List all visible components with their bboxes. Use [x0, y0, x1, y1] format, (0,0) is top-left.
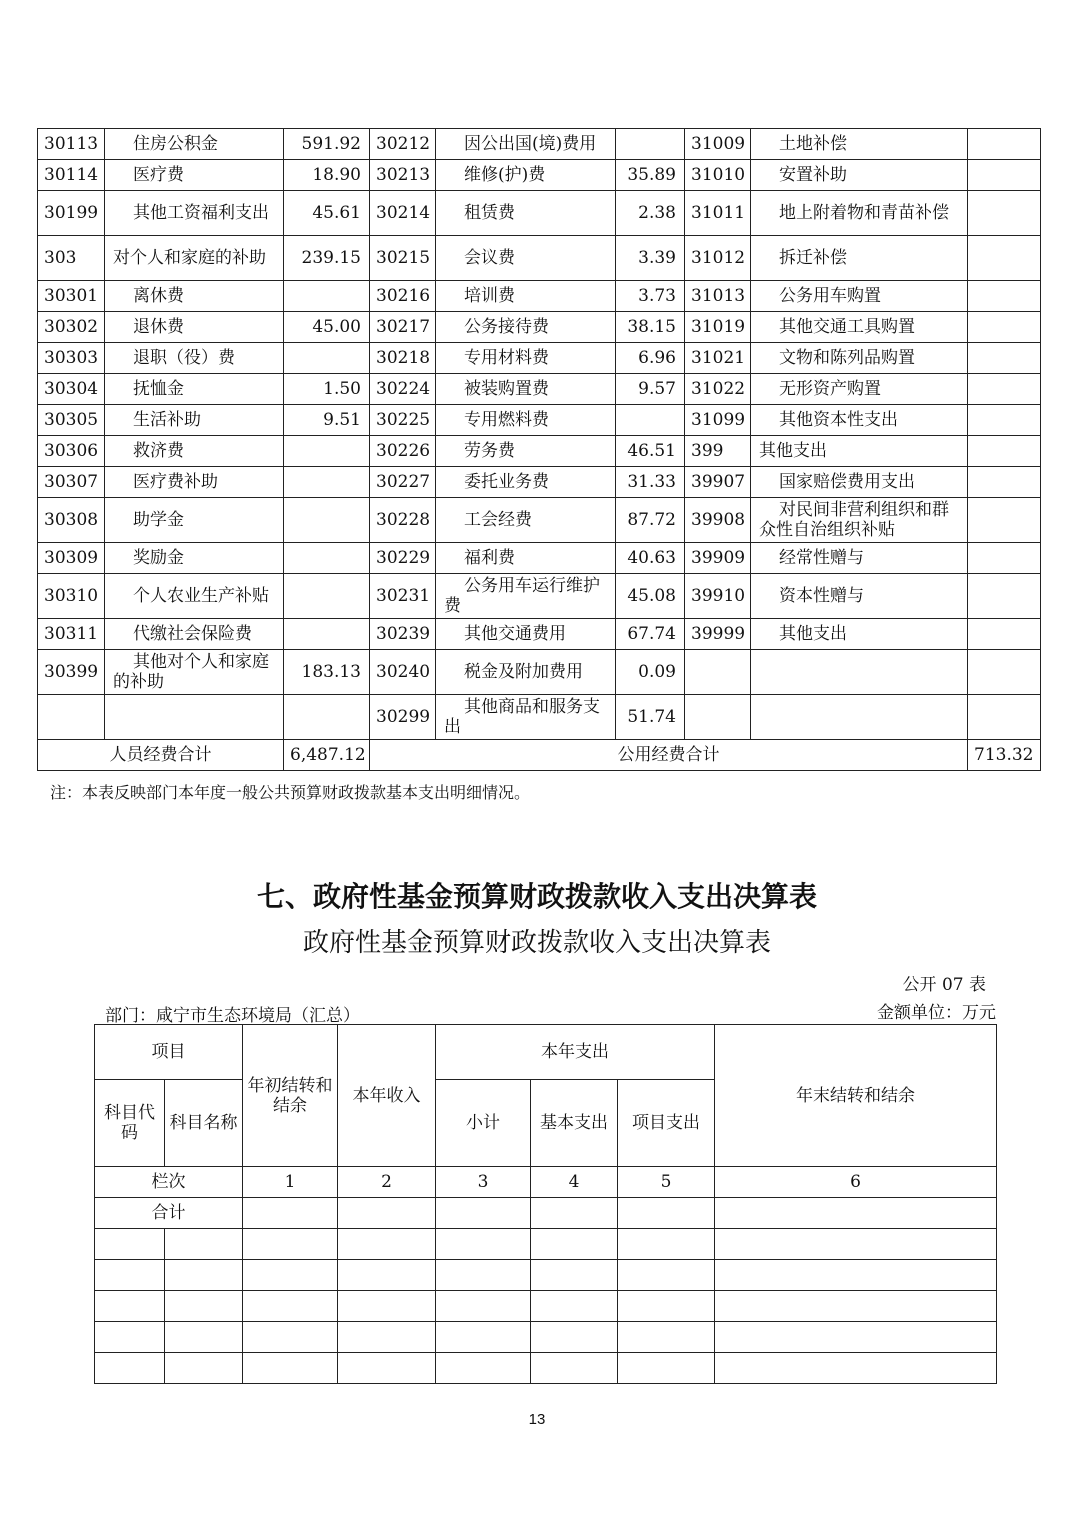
code-cell: 39910 — [685, 574, 751, 619]
name-cell: 奖励金 — [105, 543, 284, 574]
code-cell: 30307 — [38, 467, 105, 498]
name-cell: 拆迁补偿 — [751, 236, 968, 281]
code-cell: 30302 — [38, 312, 105, 343]
column-index: 5 — [618, 1167, 715, 1198]
personnel-total-value: 6,487.12 — [284, 740, 370, 771]
table-cell — [531, 1291, 618, 1322]
code-cell: 30231 — [370, 574, 436, 619]
code-cell: 31022 — [685, 374, 751, 405]
code-cell: 30216 — [370, 281, 436, 312]
table-cell — [436, 1322, 531, 1353]
table-cell — [243, 1260, 338, 1291]
code-cell: 30215 — [370, 236, 436, 281]
personnel-total-label: 人员经费合计 — [38, 740, 284, 771]
code-cell: 30113 — [38, 129, 105, 160]
table-row — [95, 1353, 997, 1384]
amount-cell: 183.13 — [284, 650, 370, 695]
amount-cell — [968, 574, 1041, 619]
table-row — [38, 436, 1041, 467]
name-cell: 其他商品和服务支出 — [436, 695, 616, 740]
header-begin-balance: 年初结转和结余 — [243, 1025, 338, 1167]
amount-cell — [968, 650, 1041, 695]
amount-cell — [968, 498, 1041, 543]
name-cell: 生活补助 — [105, 405, 284, 436]
table-cell — [338, 1353, 436, 1384]
amount-cell: 46.51 — [616, 436, 685, 467]
column-index-label: 栏次 — [95, 1167, 243, 1198]
amount-cell — [284, 543, 370, 574]
table-row — [38, 312, 1041, 343]
table-cell — [715, 1260, 997, 1291]
code-cell: 31009 — [685, 129, 751, 160]
code-cell: 31011 — [685, 191, 751, 236]
table-cell — [531, 1322, 618, 1353]
code-cell: 31012 — [685, 236, 751, 281]
code-cell: 30229 — [370, 543, 436, 574]
header-subtotal: 小计 — [436, 1080, 531, 1167]
code-cell: 30214 — [370, 191, 436, 236]
code-cell: 30310 — [38, 574, 105, 619]
gov-fund-table — [94, 1024, 997, 1384]
table-cell — [338, 1260, 436, 1291]
code-cell: 30301 — [38, 281, 105, 312]
code-cell: 31010 — [685, 160, 751, 191]
name-cell: 公务用车运行维护费 — [436, 574, 616, 619]
name-cell: 代缴社会保险费 — [105, 619, 284, 650]
table-cell — [165, 1322, 243, 1353]
table-cell — [618, 1229, 715, 1260]
amount-cell — [284, 343, 370, 374]
table-row — [38, 619, 1041, 650]
code-cell: 30305 — [38, 405, 105, 436]
amount-cell: 3.39 — [616, 236, 685, 281]
total-label: 合计 — [95, 1198, 243, 1229]
amount-cell: 45.00 — [284, 312, 370, 343]
table-cell — [338, 1229, 436, 1260]
name-cell: 抚恤金 — [105, 374, 284, 405]
code-cell: 30239 — [370, 619, 436, 650]
table-row — [38, 574, 1041, 619]
amount-cell: 591.92 — [284, 129, 370, 160]
table-cell — [715, 1291, 997, 1322]
code-cell: 31019 — [685, 312, 751, 343]
amount-cell — [284, 467, 370, 498]
code-cell — [38, 695, 105, 740]
name-cell: 劳务费 — [436, 436, 616, 467]
name-cell — [751, 695, 968, 740]
amount-cell — [968, 191, 1041, 236]
amount-cell — [616, 405, 685, 436]
name-cell: 医疗费 — [105, 160, 284, 191]
amount-cell: 31.33 — [616, 467, 685, 498]
amount-cell — [968, 312, 1041, 343]
form-number: 公开 07 表 — [902, 975, 986, 995]
table-cell — [531, 1198, 618, 1229]
table-cell — [243, 1353, 338, 1384]
amount-cell: 239.15 — [284, 236, 370, 281]
column-index: 3 — [436, 1167, 531, 1198]
amount-cell: 2.38 — [616, 191, 685, 236]
name-cell: 医疗费补助 — [105, 467, 284, 498]
table-cell — [715, 1353, 997, 1384]
code-cell: 399 — [685, 436, 751, 467]
code-cell: 30228 — [370, 498, 436, 543]
column-index: 6 — [715, 1167, 997, 1198]
table-note: 注：本表反映部门本年度一般公共预算财政拨款基本支出明细情况。 — [50, 783, 531, 802]
total-row — [38, 740, 1041, 771]
code-cell: 30240 — [370, 650, 436, 695]
amount-cell: 3.73 — [616, 281, 685, 312]
code-cell: 30299 — [370, 695, 436, 740]
name-cell: 助学金 — [105, 498, 284, 543]
table-cell — [531, 1229, 618, 1260]
table-row — [95, 1260, 997, 1291]
header-income: 本年收入 — [338, 1025, 436, 1167]
table-row — [38, 374, 1041, 405]
code-cell: 303 — [38, 236, 105, 281]
code-cell: 30306 — [38, 436, 105, 467]
name-cell: 福利费 — [436, 543, 616, 574]
name-cell: 其他支出 — [751, 436, 968, 467]
name-cell: 税金及附加费用 — [436, 650, 616, 695]
amount-cell — [968, 543, 1041, 574]
table-row — [95, 1291, 997, 1322]
table-cell — [618, 1353, 715, 1384]
code-cell: 30303 — [38, 343, 105, 374]
table-cell — [338, 1322, 436, 1353]
code-cell: 30114 — [38, 160, 105, 191]
amount-cell: 35.89 — [616, 160, 685, 191]
code-cell: 39908 — [685, 498, 751, 543]
table-row — [95, 1322, 997, 1353]
amount-cell: 1.50 — [284, 374, 370, 405]
name-cell: 离休费 — [105, 281, 284, 312]
table-row — [38, 281, 1041, 312]
amount-cell — [284, 436, 370, 467]
code-cell: 31021 — [685, 343, 751, 374]
name-cell: 委托业务费 — [436, 467, 616, 498]
code-cell: 31099 — [685, 405, 751, 436]
amount-cell — [968, 436, 1041, 467]
amount-cell — [968, 129, 1041, 160]
code-cell: 30311 — [38, 619, 105, 650]
code-cell: 30304 — [38, 374, 105, 405]
name-cell: 公务接待费 — [436, 312, 616, 343]
table-title: 政府性基金预算财政拨款收入支出决算表 — [302, 928, 771, 958]
table-cell — [165, 1353, 243, 1384]
name-cell: 对民间非营利组织和群众性自治组织补贴 — [751, 498, 968, 543]
table-cell — [436, 1291, 531, 1322]
name-cell: 文物和陈列品购置 — [751, 343, 968, 374]
name-cell: 其他支出 — [751, 619, 968, 650]
name-cell: 地上附着物和青苗补偿 — [751, 191, 968, 236]
table-cell — [95, 1260, 165, 1291]
code-cell: 30227 — [370, 467, 436, 498]
column-index: 1 — [243, 1167, 338, 1198]
amount-cell: 9.57 — [616, 374, 685, 405]
name-cell: 会议费 — [436, 236, 616, 281]
amount-cell — [284, 281, 370, 312]
name-cell: 其他资本性支出 — [751, 405, 968, 436]
name-cell: 公务用车购置 — [751, 281, 968, 312]
table-cell — [618, 1198, 715, 1229]
name-cell: 安置补助 — [751, 160, 968, 191]
name-cell: 培训费 — [436, 281, 616, 312]
header-project-expense: 项目支出 — [618, 1080, 715, 1167]
name-cell: 救济费 — [105, 436, 284, 467]
amount-cell — [968, 160, 1041, 191]
code-cell: 30225 — [370, 405, 436, 436]
amount-cell — [968, 343, 1041, 374]
table-row — [38, 695, 1041, 740]
amount-cell — [968, 281, 1041, 312]
table-row — [38, 498, 1041, 543]
code-cell — [685, 695, 751, 740]
code-cell: 30217 — [370, 312, 436, 343]
table-row — [38, 650, 1041, 695]
code-cell: 31013 — [685, 281, 751, 312]
table-cell — [436, 1198, 531, 1229]
name-cell: 其他对个人和家庭的补助 — [105, 650, 284, 695]
header-basic-expense: 基本支出 — [531, 1080, 618, 1167]
table-cell — [436, 1353, 531, 1384]
table-row — [38, 129, 1041, 160]
header-subject-name: 科目名称 — [165, 1080, 243, 1167]
amount-cell: 45.08 — [616, 574, 685, 619]
code-cell: 30212 — [370, 129, 436, 160]
code-cell: 30399 — [38, 650, 105, 695]
table-row — [38, 160, 1041, 191]
name-cell: 土地补偿 — [751, 129, 968, 160]
name-cell: 个人农业生产补贴 — [105, 574, 284, 619]
table-cell — [165, 1229, 243, 1260]
name-cell: 被装购置费 — [436, 374, 616, 405]
table-cell — [95, 1322, 165, 1353]
amount-cell: 6.96 — [616, 343, 685, 374]
table-cell — [95, 1353, 165, 1384]
column-index: 4 — [531, 1167, 618, 1198]
name-cell — [105, 695, 284, 740]
table-cell — [243, 1198, 338, 1229]
header-subject-code: 科目代码 — [95, 1080, 165, 1167]
table-row — [38, 543, 1041, 574]
name-cell: 其他工资福利支出 — [105, 191, 284, 236]
table-cell — [165, 1260, 243, 1291]
table-cell — [618, 1322, 715, 1353]
table-cell — [531, 1353, 618, 1384]
name-cell: 退休费 — [105, 312, 284, 343]
name-cell: 因公出国(境)费用 — [436, 129, 616, 160]
header-expense: 本年支出 — [436, 1025, 715, 1080]
table-cell — [715, 1198, 997, 1229]
amount-cell — [616, 129, 685, 160]
amount-unit: 金额单位：万元 — [877, 1003, 996, 1023]
amount-cell — [968, 374, 1041, 405]
name-cell: 租赁费 — [436, 191, 616, 236]
code-cell: 30224 — [370, 374, 436, 405]
name-cell: 专用材料费 — [436, 343, 616, 374]
page-number: 13 — [528, 1411, 546, 1428]
name-cell: 对个人和家庭的补助 — [105, 236, 284, 281]
table-row — [38, 343, 1041, 374]
table-cell — [243, 1291, 338, 1322]
code-cell: 39909 — [685, 543, 751, 574]
amount-cell — [968, 619, 1041, 650]
code-cell: 30309 — [38, 543, 105, 574]
name-cell: 经常性赠与 — [751, 543, 968, 574]
amount-cell: 40.63 — [616, 543, 685, 574]
code-cell — [685, 650, 751, 695]
name-cell — [751, 650, 968, 695]
amount-cell: 45.61 — [284, 191, 370, 236]
name-cell: 维修(护)费 — [436, 160, 616, 191]
code-cell: 30213 — [370, 160, 436, 191]
name-cell: 国家赔偿费用支出 — [751, 467, 968, 498]
department-label: 部门：咸宁市生态环境局（汇总） — [105, 1006, 360, 1026]
table-cell — [715, 1322, 997, 1353]
amount-cell: 0.09 — [616, 650, 685, 695]
name-cell: 资本性赠与 — [751, 574, 968, 619]
amount-cell: 18.90 — [284, 160, 370, 191]
header-item: 项目 — [95, 1025, 243, 1080]
table-cell — [243, 1322, 338, 1353]
code-cell: 39907 — [685, 467, 751, 498]
header-end-balance: 年末结转和结余 — [715, 1025, 997, 1167]
basic-expense-detail-table — [37, 128, 1041, 771]
table-row — [38, 191, 1041, 236]
code-cell: 39999 — [685, 619, 751, 650]
table-row — [38, 467, 1041, 498]
name-cell: 其他交通费用 — [436, 619, 616, 650]
name-cell: 退职（役）费 — [105, 343, 284, 374]
public-total-value: 713.32 — [968, 740, 1041, 771]
amount-cell — [968, 405, 1041, 436]
table-cell — [436, 1260, 531, 1291]
table-cell — [436, 1229, 531, 1260]
code-cell: 30199 — [38, 191, 105, 236]
table-cell — [715, 1229, 997, 1260]
section-title: 七、政府性基金预算财政拨款收入支出决算表 — [256, 880, 817, 913]
table-cell — [165, 1291, 243, 1322]
amount-cell: 9.51 — [284, 405, 370, 436]
code-cell: 30218 — [370, 343, 436, 374]
amount-cell — [284, 498, 370, 543]
amount-cell — [968, 467, 1041, 498]
amount-cell: 67.74 — [616, 619, 685, 650]
amount-cell: 38.15 — [616, 312, 685, 343]
public-total-label: 公用经费合计 — [370, 740, 968, 771]
amount-cell — [968, 695, 1041, 740]
code-cell: 30226 — [370, 436, 436, 467]
amount-cell — [968, 236, 1041, 281]
table-cell — [338, 1198, 436, 1229]
amount-cell — [284, 695, 370, 740]
table-cell — [531, 1260, 618, 1291]
table-cell — [618, 1260, 715, 1291]
name-cell: 无形资产购置 — [751, 374, 968, 405]
table-cell — [95, 1291, 165, 1322]
table-row — [38, 236, 1041, 281]
amount-cell — [284, 619, 370, 650]
table-cell — [243, 1229, 338, 1260]
name-cell: 专用燃料费 — [436, 405, 616, 436]
amount-cell: 87.72 — [616, 498, 685, 543]
table-cell — [618, 1291, 715, 1322]
table-cell — [95, 1229, 165, 1260]
name-cell: 住房公积金 — [105, 129, 284, 160]
table-row — [38, 405, 1041, 436]
table-row — [95, 1229, 997, 1260]
amount-cell — [284, 574, 370, 619]
name-cell: 其他交通工具购置 — [751, 312, 968, 343]
column-index: 2 — [338, 1167, 436, 1198]
amount-cell: 51.74 — [616, 695, 685, 740]
table-cell — [338, 1291, 436, 1322]
name-cell: 工会经费 — [436, 498, 616, 543]
code-cell: 30308 — [38, 498, 105, 543]
